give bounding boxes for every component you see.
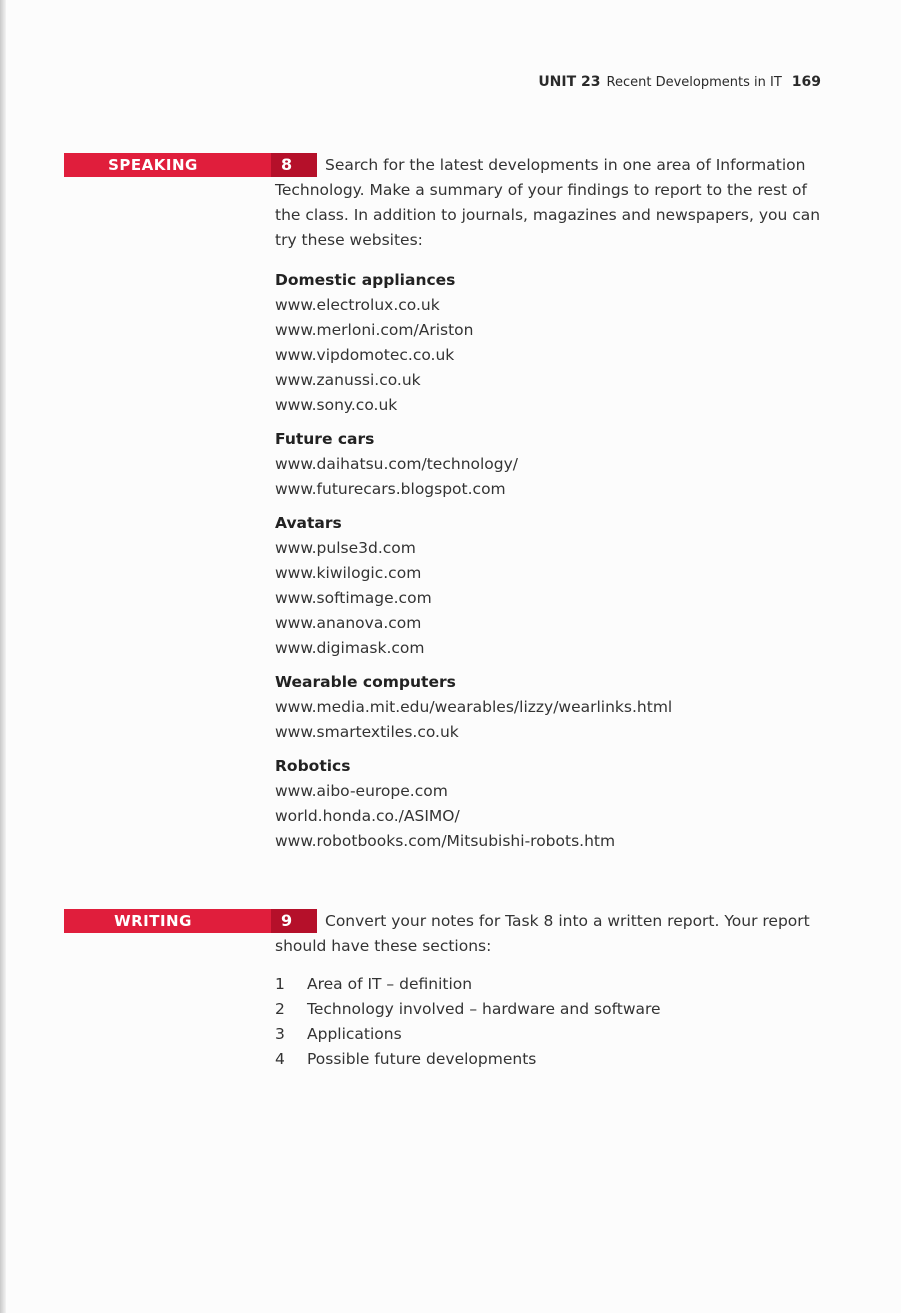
list-item [275,1022,835,1047]
list-item [275,972,835,997]
website-url: www.electrolux.co.uk [275,296,440,314]
item-text: Possible future developments [307,1050,537,1068]
website-url: www.aibo-europe.com [275,782,448,800]
writing-label: WRITING [114,912,192,930]
website-url: www.vipdomotec.co.uk [275,346,455,364]
item-text: Applications [307,1025,402,1043]
website-url: www.digimask.com [275,639,425,657]
website-list [275,268,835,863]
website-url: www.softimage.com [275,589,432,607]
speaking-label: SPEAKING [108,156,198,174]
category-title: Future cars [275,430,375,448]
report-sections-list [275,972,835,1072]
website-url: www.zanussi.co.uk [275,371,421,389]
category-title: Domestic appliances [275,271,456,289]
task-9-number: 9 [271,909,317,933]
item-text: Technology involved – hardware and software [307,1000,661,1018]
item-number: 3 [275,1025,285,1043]
list-item [275,997,835,1022]
website-url: www.daihatsu.com/technology/ [275,455,519,473]
category-title: Robotics [275,757,351,775]
task-8-number: 8 [271,153,317,177]
item-text: Area of IT – definition [307,975,473,993]
category-wearable-computers [275,670,835,745]
item-number: 4 [275,1050,285,1068]
category-title: Wearable computers [275,673,456,691]
page-number: 169 [791,74,821,90]
website-url: www.smartextiles.co.uk [275,723,459,741]
task-9-instructions [275,909,830,959]
website-url: www.robotbooks.com/Mitsubishi-robots.htm [275,832,616,850]
task-8-instructions [275,153,830,253]
website-url: www.kiwilogic.com [275,564,422,582]
website-url: www.ananova.com [275,614,422,632]
unit-label: UNIT 23 [538,74,601,90]
page-edge [0,0,6,1313]
running-head [538,72,821,93]
website-url: www.sony.co.uk [275,396,398,414]
website-url: www.futurecars.blogspot.com [275,480,506,498]
category-future-cars [275,427,835,502]
category-domestic-appliances [275,268,835,418]
item-number: 1 [275,975,285,993]
item-number: 2 [275,1000,285,1018]
category-avatars [275,511,835,661]
task-9-instructions-text: Convert your notes for Task 8 into a written report. Your report should have these sections: [275,912,810,955]
task-8-instructions-text: Search for the latest developments in one area of Information Technology. Make a summary of your findings to report to the rest of the class. In addition to journals, magazines and newspapers, you can try these websites: [275,156,821,249]
unit-title: Recent Developments in IT [606,75,782,90]
website-url: www.media.mit.edu/wearables/lizzy/wearlinks.html [275,698,673,716]
website-url: www.pulse3d.com [275,539,416,557]
category-title: Avatars [275,514,342,532]
category-robotics [275,754,835,854]
list-item [275,1047,835,1072]
website-url: world.honda.co./ASIMO/ [275,807,460,825]
website-url: www.merloni.com/Ariston [275,321,474,339]
